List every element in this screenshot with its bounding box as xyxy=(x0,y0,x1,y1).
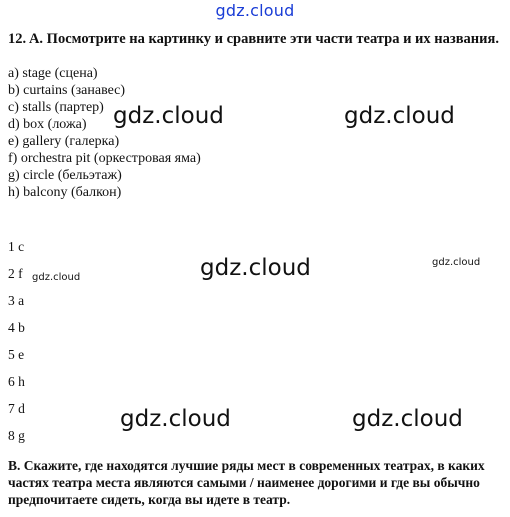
list-item: e) gallery (галерка) xyxy=(8,134,120,149)
answer-item: 7 d xyxy=(8,401,25,416)
list-item: c) stalls (партер) xyxy=(8,100,104,115)
list-item: f) orchestra pit (оркестровая яма) xyxy=(8,151,201,166)
answer-item: 4 b xyxy=(8,320,25,335)
answer-item: 8 g xyxy=(8,428,25,443)
answer-item: 1 c xyxy=(8,239,25,254)
list-item: b) curtains (занавес) xyxy=(8,83,126,98)
watermark: gdz.cloud xyxy=(113,103,224,129)
exercise-heading: 12. A. Посмотрите на картинку и сравните эти части театра и их названия. xyxy=(8,31,499,47)
vocabulary-list xyxy=(8,65,201,201)
answer-item: 2 f xyxy=(8,266,23,281)
watermark: gdz.cloud xyxy=(344,103,455,129)
watermark: gdz.cloud xyxy=(352,406,463,432)
watermark-small: gdz.cloud xyxy=(32,272,81,283)
list-item: h) balcony (балкон) xyxy=(8,185,122,200)
watermark-top: gdz.cloud xyxy=(215,1,295,20)
watermark: gdz.cloud xyxy=(120,406,231,432)
list-item: a) stage (сцена) xyxy=(8,66,98,81)
list-item: d) box (ложа) xyxy=(8,117,87,132)
watermark-small: gdz.cloud xyxy=(432,257,481,268)
answer-item: 5 e xyxy=(8,347,25,362)
watermark: gdz.cloud xyxy=(200,255,311,281)
answer-item: 6 h xyxy=(8,374,25,389)
answer-item: 3 a xyxy=(8,293,25,308)
answer-list xyxy=(8,239,25,455)
list-item: g) circle (бельэтаж) xyxy=(8,168,122,183)
section-b-text: B. Скажите, где находятся лучшие ряды мест в современных театрах, в каких частях театра места являются самыми / наименее дорогими и где вы обычно предпочитаете сидеть, когда вы идете в театр. xyxy=(8,458,485,507)
